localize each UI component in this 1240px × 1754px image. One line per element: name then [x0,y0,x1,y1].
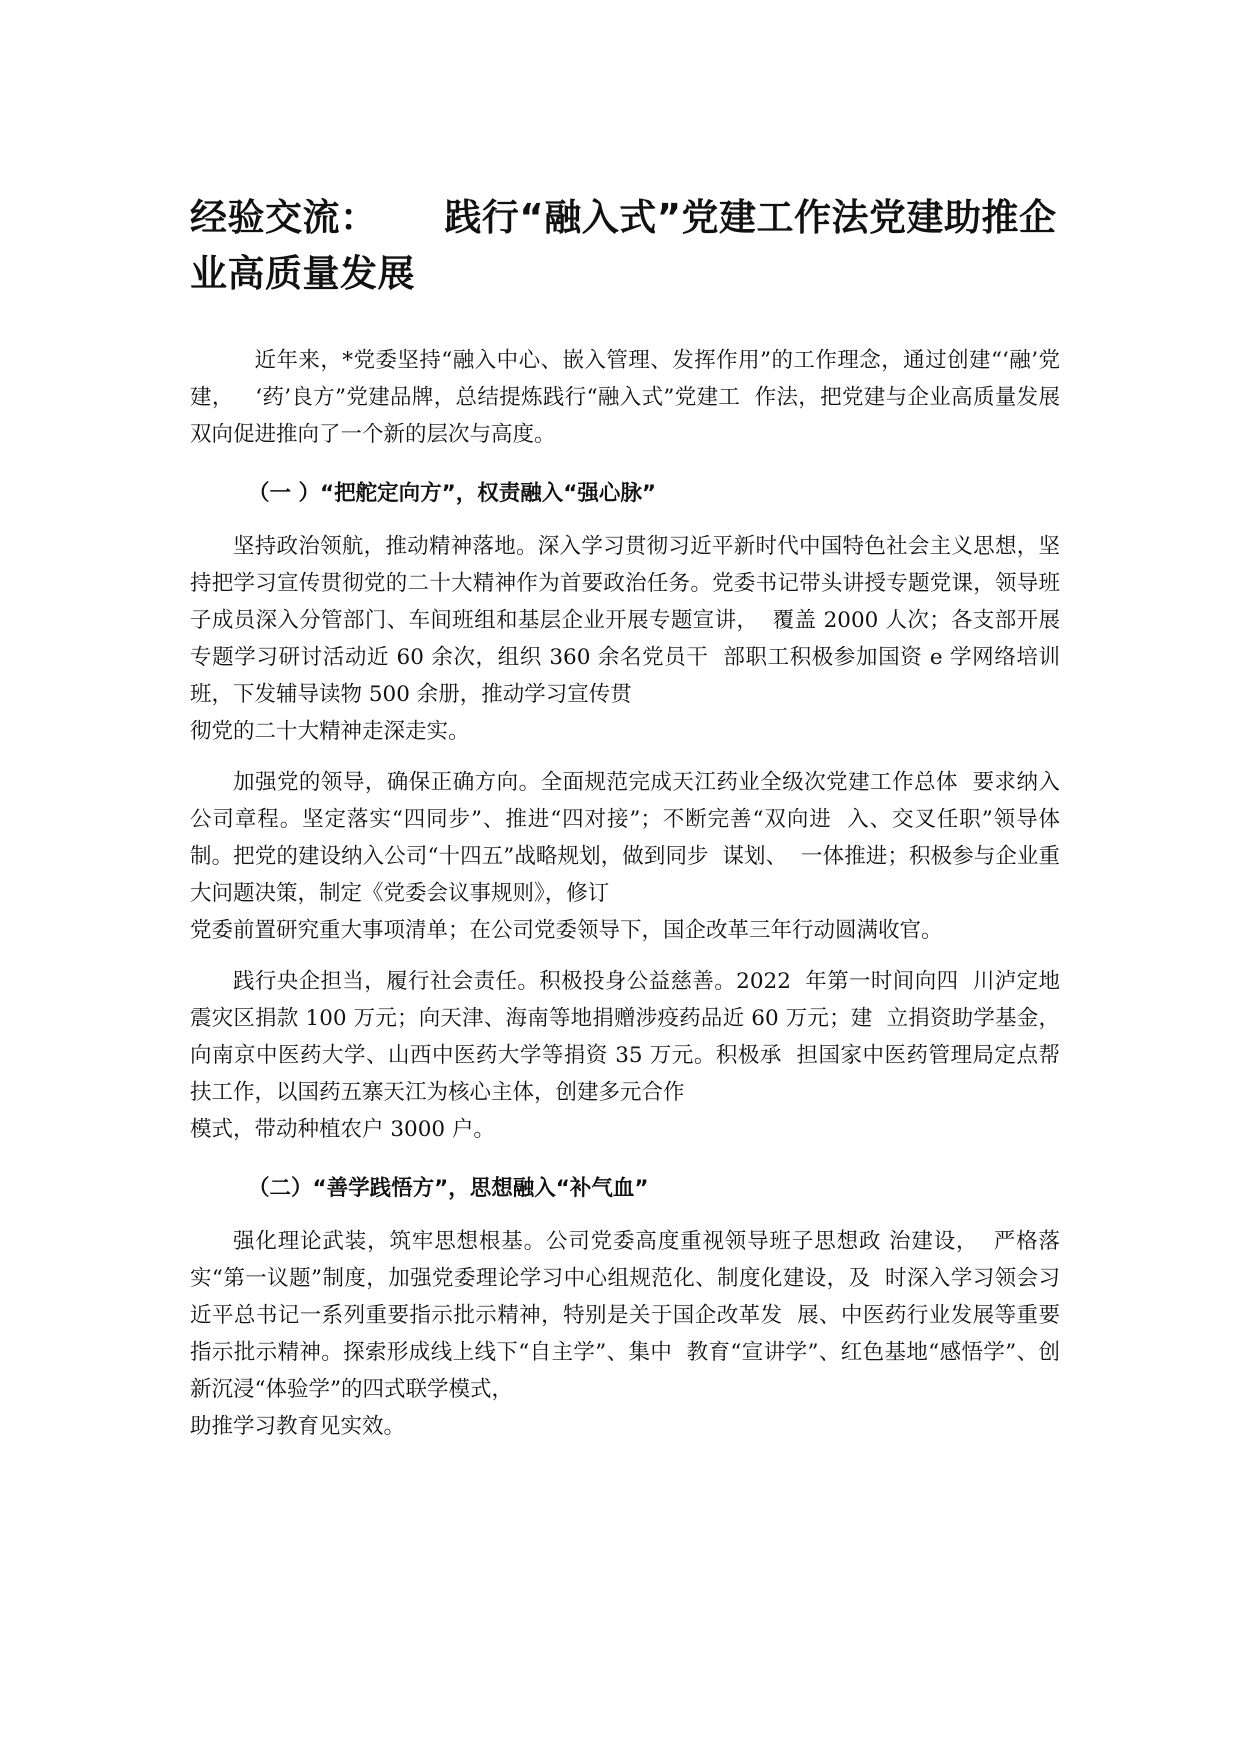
paragraph-party-leadership [190,764,1060,949]
paragraph-social-responsibility [190,963,1060,1148]
section-heading-2: （二）“善学践悟方”，思想融入“补气血” [248,1176,649,1201]
paragraph-gap [190,949,1060,963]
paragraph-tail: 彻党的二十大精神走深走实。 [190,719,470,744]
paragraph-body: 强化理论武装，筑牢思想根基。公司党委高度重视领导班子思想政 治建设， 严格落实“第一议题”制度，加强党委理论学习中心组规范化、制度化建设，及 时深入学习领会习近平总书记一系列重要指示批示精神，特别是关于国企改革发 展、中医药行业发展等重要指示批示精神。探索形成线上线下“自主学”、集中 教育“宣讲学”、红色基地“感悟学”、创新沉浸“体验学”的四式联学模式， [190,1229,1060,1402]
paragraph-body: 坚持政治领航，推动精神落地。深入学习贯彻习近平新时代中国特色社会主义思想，坚持把学习宣传贯彻党的二十大精神作为首要政治任务。党委书记带头讲授专题党课，领导班子成员深入分管部门、车间班组和基层企业开展专题宣讲， 覆盖 2000 人次；各支部开展专题学习研讨活动近 60 余次，组织 360 余名党员干 部职工积极参加国资 e 学网络培训班，下发辅导读物 500 余册，推动学习宣传贯 [190,534,1060,707]
document-title: 经验交流： 践行“融入式”党建工作法党建助推企业高质量发展 [190,196,1057,295]
intro-paragraph: 近年来，*党委坚持“融入中心、嵌入管理、发挥作用”的工作理念，通过创建“‘融’党建， ‘药’良方”党建品牌，总结提炼践行“融入式”党建工 作法，把党建与企业高质量发展双向促进推向了一个新的层次与高度。 [190,348,1060,447]
paragraph-body: 加强党的领导，确保正确方向。全面规范完成天江药业全级次党建工作总体 要求纳入公司章程。坚定落实“四同步”、推进“四对接”；不断完善“双向进 入、交叉任职”领导体制。把党的建设纳入公司“十四五”战略规划，做到同步 谋划、 一体推进；积极参与企业重大问题决策，制定《党委会议事规则》，修订 [190,770,1060,906]
paragraph-body: 践行央企担当，履行社会责任。积极投身公益慈善。2022 年第一时间向四 川泸定地震灾区捐款 100 万元；向天津、海南等地捐赠涉疫药品近 60 万元；建 立捐资助学基金，向南京中医药大学、山西中医药大学等捐资 35 万元。积极承 担国家中医药管理局定点帮扶工作，以国药五寨天江为核心主体，创建多元合作 [190,969,1060,1105]
paragraph-gap [190,750,1060,764]
document-page [190,190,1060,1445]
paragraph-tail: 模式，带动种植农户 3000 户。 [190,1117,495,1142]
paragraph-political-leadership [190,528,1060,750]
paragraph-theory-study [190,1223,1060,1445]
paragraph-tail: 助推学习教育见实效。 [190,1414,406,1439]
section-heading-1: （一 ）“把舵定向方”，权责融入“强心脉” [248,481,657,506]
paragraph-tail: 党委前置研究重大事项清单；在公司党委领导下，国企改革三年行动圆满收官。 [190,918,943,943]
